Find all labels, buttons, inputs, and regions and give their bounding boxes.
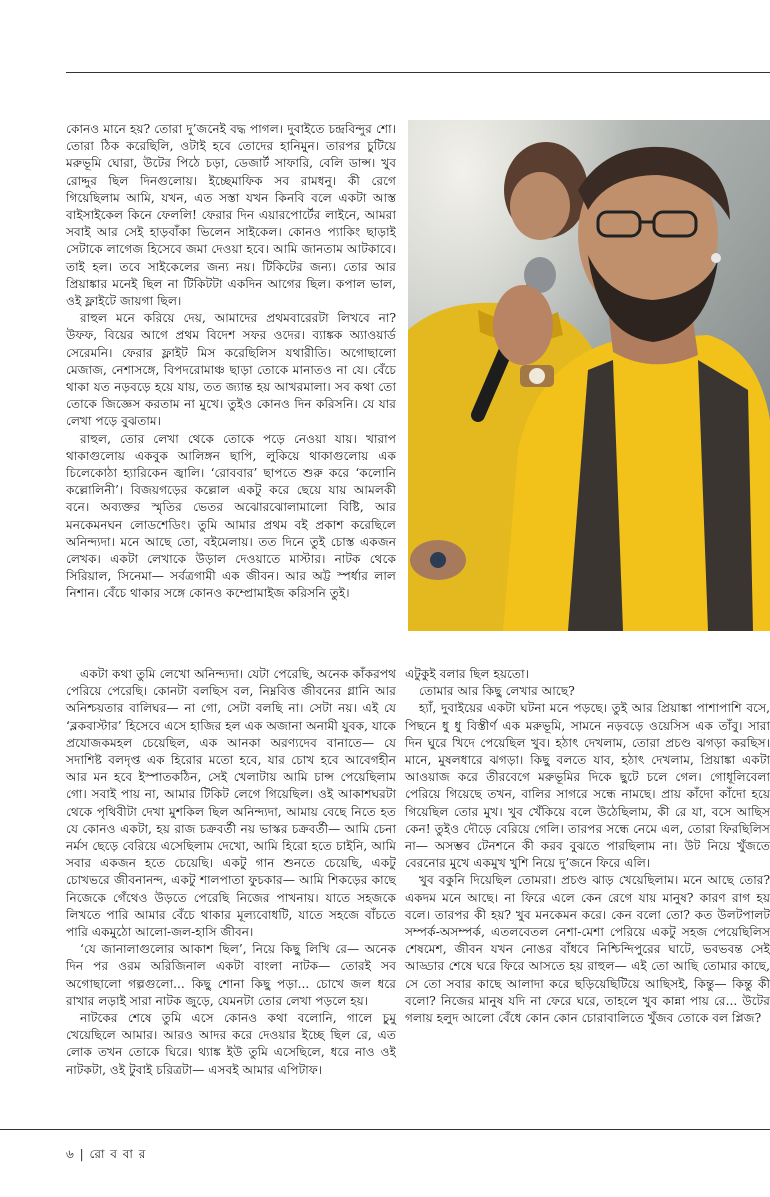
- paragraph: হ্যাঁ, দুবাইয়ের একটা ঘটনা মনে পড়ছে। তুই আর প্রিয়াঙ্কা পাশাপাশি বসে, পিছনে ধু ধু বিস্তীর্ণ এক মরুভূমি, সামনে নড়বড়ে ওয়েসিস এক তাঁবু। সারা দিন ঘুরে খিদে পেয়েছিল খুব। হঠাৎ দেখলাম, তোরা প্রচণ্ড ঝগড়া করছিস। মানে, মুষলধারে ঝগড়া। কিছু বলতে যাব, হঠাৎ দেখলাম, প্রিয়াঙ্কা একটা আওয়াজ করে তীরবেগে মরুভূমির দিকে ছুটে চলে গেল। গোধূলিবেলা পেরিয়ে গিয়েছে তখন, বালির সাগরে সন্ধে নামছে। প্রায় কাঁদো কাঁদো হয়ে গিয়েছিল তোর মুখ। খুব খেঁকিয়ে বলে উঠেছিলাম, কী রে যা, বসে আছিস কেন! তুইও দৌড়ে বেরিয়ে গেলি। তারপর সন্ধে নেমে এল, তোরা ফিরছিলিস না— অসম্ভব টেনশনে কী করব বুঝতে পারছিলাম না। উট নিয়ে খুঁজতে বেরনোর মুখে একমুখ খুশি নিয়ে দু’জনে ফিরে এলি।: [405, 701, 770, 871]
- paragraph: রাহুল, তোর লেখা থেকে তোকে পড়ে নেওয়া যায়। খারাপ থাকাগুলোয় একবুক আলিঙ্গন ছাপি, লুকিয়ে থাকাগুলোয় এক চিলেকোঠা হ্যারিকেন জ্বালি। ‘রোববার’ ছাপতে শুরু করে ‘কলোনি কল্লোলিনী’। বিজয়গড়ের কল্লোল একটু করে ছেয়ে যায় আমলকী বনে। অব্যক্তর স্মৃতির ভেতর অঝোরঝোলামালো বিষ্টি, আর মনকেমনঘন লোডশেডিং। তুমি আমার প্রথম বই প্রকাশ করেছিলে অনিন্দ্যদা। মনে আছে তো, বইমেলায়। তত দিনে তুই চোস্ত একজন লেখক। একটা লেখাকে উড়াল দেওয়াতে মাস্টার। নাটক থেকে সিরিয়াল, সিনেমা— সর্বত্রগামী এক জীবন। আর অট্ট স্পর্ধার লাল নিশান। বেঁচে থাকার সঙ্গে কোনও কম্প্রোমাইজ করিসনি তুই।: [66, 431, 396, 601]
- paragraph: একটা কথা তুমি লেখো অনিন্দ্যদা। যেটা পেরেছি, অনেক কাঁকরপথ পেরিয়ে পেরেছি। কোনটা বলছিস বল, নিম্নবিত্ত জীবনের গ্লানি আর অনিশ্চয়তার বালিঘর— না গো, সেটা বলছি না। সেটা নয়। এই যে ‘ব্লকবাস্টার’ হিসেবে এসে হাজির হল এক অজানা অনামী যুবক, যাকে প্রযোজকমহল চেয়েছিল, এক আনকা অরণ্যদেব বানাতে— যে সদাশিষ্ট বলদৃপ্ত এক হিরোর মতো হবে, যার চোখ হবে আবেগহীন আর মন হবে ইস্পাতকঠিন, সেই খেলাটায় আমি চান্স পেয়েছিলাম গো। সবাই পায় না, আমার টিকিট লেগে গিয়েছিল। ওই আকাশঘরটা থেকে পৃথিবীটা দেখা মুশকিল ছিল অনিন্দ্যদা, আমায় বেছে নিতে হত যে কোনও একটা, হয় রাজ চক্রবর্তী নয় ভাস্কর চক্রবর্তী— আমি চেনা নর্মস ছেড়ে বেরিয়ে এসেছিলাম দেখো, আমি হিরো হতে চাইনি, আমি সবার একজন হতে চেয়েছি। একটু গান শুনতে চেয়েছি, একটু চোখভরে জীবনানন্দ, একটু শালপাতা ফুচকার— আমি শিকড়ের কাছে নিজেকে গেঁথেও উড়তে পেরেছি নিজের পাখনায়। যাতে সহজকে লিখতে পারি আমার বেঁচে থাকার মূল্যবোধটি, যাতে সহজে বাঁচতে পারি একমুঠো আলো-জল-হাসি জীবন।: [66, 667, 396, 940]
- paragraph: এটুকুই বলার ছিল হয়তো।: [405, 667, 529, 681]
- top-rule: [66, 72, 770, 73]
- left-column-top: [66, 121, 396, 603]
- page-footer: ৬ | রো ব বা র: [66, 1147, 147, 1161]
- paragraph: নাটকের শেষে তুমি এসে কোনও কথা বলোনি, গালে চুমু খেয়েছিলে আমার। আরও আদর করে দেওয়ার ইচ্ছে ছিল রে, এত লোক তখন তোকে ঘিরে। থ্যাঙ্ক ইউ তুমি এসেছিলে, ধরে নাও ওই নাটকটা, ওই টুবাই চরিত্রটা— এসবই আমার এপিটাফ।: [66, 1011, 396, 1077]
- paragraph: তোমার আর কিছু লেখার আছে?: [419, 684, 575, 699]
- right-column: [405, 666, 770, 1027]
- performer-photo: [408, 120, 770, 631]
- paragraph: রাহুল মনে করিয়ে দেয়, আমাদের প্রথমবারেরটা লিখবে না? উফফ, বিয়ের আগে প্রথম বিদেশ সফর ওদের। ব্যাঙ্কক অ্যাওয়ার্ড সেরেমনি। ফেরার ফ্লাইট মিস করেছিলিস যথারীতি। অগোছালো মেজাজ, নেশাসঙ্গে, বিপদরোমাঞ্চ ছাড়া তোকে মানাতও না যে। বেঁচে থাকা যত নড়বড়ে হয়ে যায়, তত জ্যান্ত হয় আখরমালা। সব কথা তো তোকে জিজ্ঞেস করতাম না মুখে। তুইও কোনও দিন করিসনি। যে যার লেখা পড়ে বুঝতাম।: [66, 311, 396, 429]
- paragraph: ‘যে জানালাগুলোর আকাশ ছিল’, নিয়ে কিছু লিখি রে— অনেক দিন পর ওরম অরিজিনাল একটা বাংলা নাটক— তোরই সব অগোছালো গল্পগুলো... কিছু শোনা কিছু পড়া... চোখে জল ধরে রাখার লড়াই সারা নাটক জুড়ে, যেমনটা তোর লেখা পড়লে হয়।: [66, 942, 396, 1008]
- photo-illustration: [408, 120, 770, 631]
- paragraph: কোনও মানে হয়? তোরা দু’জনেই বদ্ধ পাগল। দুবাইতে চন্দ্রবিন্দুর শো। তোরা ঠিক করেছিলি, ওটাই হবে তোদের হানিমুন। তারপর চুটিয়ে মরুভূমি ঘোরা, উটের পিঠে চড়া, ডেজার্ট সাফারি, বেলি ডান্স। খুব রোদ্দুর ছিল দিনগুলোয়। ইচ্ছেমাফিক সব রামধনু। কী রেগে গিয়েছিলাম আমি, যখন, এত সস্তা যখন কিনবি বলে একটা আস্ত বাইসাইকেল কিনে ফেললি! ফেরার দিন এয়ারপোর্টের লাইনে, আমরা সবাই আর সেই হাড়বাঁকা ভিলেন সাইকেল। কোনও প্যাকিং ছাড়াই সেটাকে লাগেজ হিসেবে জমা দেওয়া হবে। আমি জানতাম আটকাবে। তাই হল। তবে সাইকেলের জন্য নয়। টিকিটের জন্য। তোর আর প্রিয়াঙ্কার মনেই ছিল না টিকিটটা একদিন আগের ছিল। কপাল ভাল, ওই ফ্লাইটে জায়গা ছিল।: [66, 122, 396, 309]
- left-column-bottom: [66, 666, 396, 1079]
- paragraph: খুব বকুনি দিয়েছিল তোমরা। প্রচণ্ড ঝাড় খেয়েছিলাম। মনে আছে তোর? একদম মনে আছে। না ফিরে এলে কেন রেগে যায় মানুষ? কারণ রাগ হয় বলে। তারপর কী হয়? খুব মনকেমন করে। কেন বলো তো? কত উলটপালট সম্পর্ক-অসম্পর্ক, এতলবেতল নেশা-মেশা পেরিয়ে একটু সহজ পেয়েছিলিস শেষমেশ, জীবন যখন নোঙর বাঁধবে নিশ্চিন্দিপুরের ঘাটে, ভবভবন্ত সেই আড্ডার শেষে ঘরে ফিরে আসতে হয় রাহুল— এই তো আছি তোমার কাছে, সে তো সবার কাছে আলাদা করে ছড়িয়েছিটিয়ে আছিসই, কিন্তু— কিন্তু কী বলো? নিজের মানুষ যদি না ফেরে ঘরে, তাহলে খুব কান্না পায় রে... উটের গলায় হলুদ আলো বেঁধে কোন কোন চোরাবালিতে খুঁজব তোকে বল প্লিজ?: [405, 873, 770, 1026]
- bottom-rule: [0, 1129, 770, 1130]
